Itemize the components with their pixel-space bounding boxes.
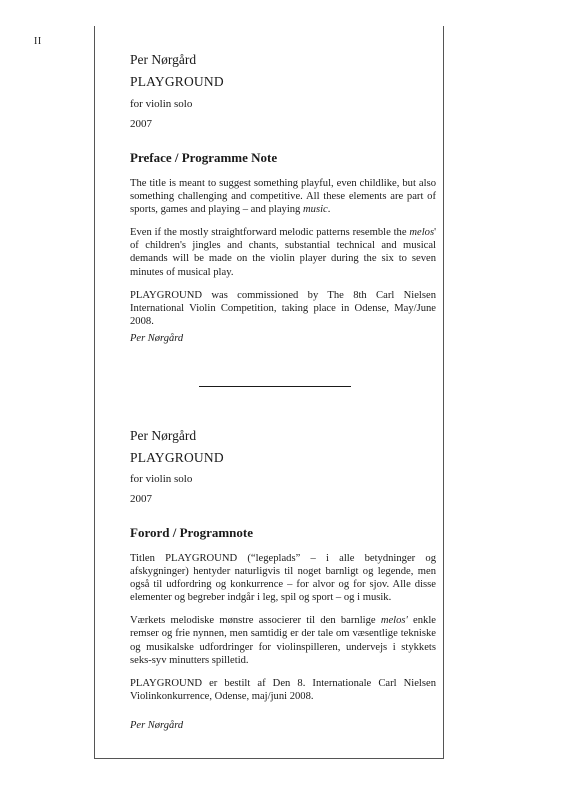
forord-paragraph-1: Titlen PLAYGROUND (“legeplads” – i alle betydninger og afskygninger) hentyder naturligvis til noget barnligt og legende, men også til udfordring og konkurrence – for alvor og for sjov. Alle disse elementer og begreber indgår i leg, spil og sport – og i musik. bbox=[130, 553, 436, 604]
section-divider bbox=[199, 386, 351, 387]
composer-name-da: Per Nørgård bbox=[130, 428, 197, 443]
work-title-da: PLAYGROUND bbox=[130, 450, 224, 465]
forord-paragraph-3: PLAYGROUND er bestilt af Den 8. Internationale Carl Nielsen Violinkonkurrence, Odense, maj/juni 2008. bbox=[130, 677, 436, 702]
forord-text-da bbox=[130, 552, 436, 713]
page-number: II bbox=[34, 36, 42, 47]
work-title-en: PLAYGROUND bbox=[130, 74, 224, 89]
forord-paragraph-2: Værkets melodiske mønstre associerer til den barnlige melos' enkle remser og frie nynnen, men samtidig er der tale om væsentlige tekniske og musikalske udfordringer for violinspilleren, undervejs i stykkets seks-syv minutters spilletid. bbox=[130, 615, 436, 666]
composer-name-en: Per Nørgård bbox=[130, 52, 197, 67]
instrumentation-da: for violin solo bbox=[130, 473, 193, 485]
signature-da: Per Nørgård bbox=[130, 720, 184, 731]
instrumentation-en: for violin solo bbox=[130, 98, 193, 110]
heading-preface: Preface / Programme Note bbox=[130, 150, 278, 165]
signature-en: Per Nørgård bbox=[130, 333, 184, 344]
year-en: 2007 bbox=[130, 118, 152, 130]
heading-forord: Forord / Programnote bbox=[130, 525, 253, 540]
preface-paragraph-1: The title is meant to suggest something playful, even childlike, but also something challenging and competitive. All these elements are part of sports, games and playing – and playing music. bbox=[130, 178, 436, 216]
year-da: 2007 bbox=[130, 493, 152, 505]
preface-paragraph-3: PLAYGROUND was commissioned by The 8th Carl Nielsen International Violin Competition, taking place in Odense, May/June 2008. bbox=[130, 289, 436, 327]
preface-text-en bbox=[130, 177, 436, 338]
preface-paragraph-2: Even if the mostly straightforward melodic patterns resemble the melos' of children's jingles and chants, substantial technical and musical demands will be made on the violin player during the six to seven minutes of musical play. bbox=[130, 227, 436, 278]
